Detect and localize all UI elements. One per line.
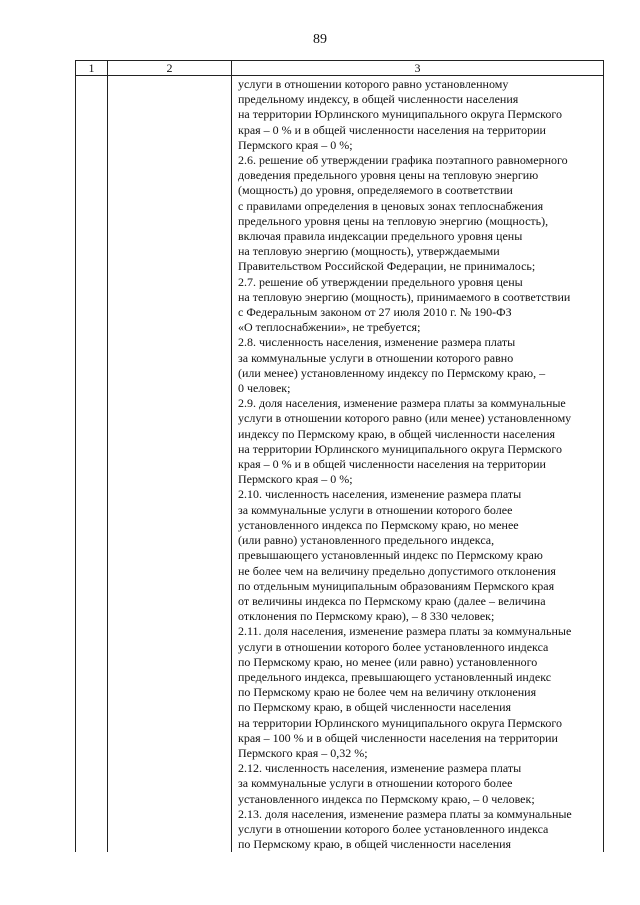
text-line: (или менее) установленному индексу по Пермскому краю, – (238, 365, 546, 380)
text-line: предельного уровня цены на тепловую энергию (мощность), (238, 213, 549, 228)
text-line: доведения предельного уровня цены на тепловую энергию (238, 168, 539, 183)
text-line: края – 100 % и в общей численности населения на территории (238, 730, 558, 745)
text-line: от величины индекса по Пермскому краю (далее – величина (238, 593, 546, 608)
text-line: на территории Юрлинского муниципального округа Пермского (238, 441, 562, 456)
text-line: (мощность) до уровня, определяемого в соответствии (238, 183, 513, 198)
text-line: 2.12. численность населения, изменение размера платы (238, 761, 522, 776)
text-line: услуги в отношении которого равно установленному (238, 77, 509, 91)
text-line: на тепловую энергию (мощность), утверждаемыми (238, 244, 500, 259)
text-line: предельного индекса, превышающего установленный индекс (238, 669, 552, 684)
text-line: Пермского края – 0,32 %; (238, 745, 368, 760)
text-line: по Пермскому краю, в общей численности населения (238, 700, 512, 715)
text-line: Правительством Российской Федерации, не принималось; (238, 259, 536, 274)
text-line: 2.6. решение об утверждении графика поэтапного равномерного (238, 153, 568, 168)
table-row (76, 76, 604, 853)
text-line: 2.7. решение об утверждении предельного уровня цены (238, 274, 523, 289)
text-line: 0 человек; (238, 381, 291, 396)
text-line: с Федеральным законом от 27 июля 2010 г. № 190-ФЗ (238, 305, 512, 320)
text-line: превышающего установленный индекс по Пермскому краю (238, 548, 543, 563)
text-line: не более чем на величину предельно допустимого отклонения (238, 563, 556, 578)
text-line: «О теплоснабжении», не требуется; (238, 320, 421, 335)
text-line: на территории Юрлинского муниципального округа Пермского (238, 715, 562, 730)
text-line: услуги в отношении которого равно (или менее) установленному (238, 411, 572, 426)
text-line: Пермского края – 0 %; (238, 137, 353, 152)
text-line: края – 0 % и в общей численности населения на территории (238, 122, 546, 137)
text-line: 2.9. доля населения, изменение размера платы за коммунальные (238, 396, 566, 411)
text-line: на тепловую энергию (мощность), принимаемого в соответствии (238, 289, 571, 304)
text-line: Пермского края – 0 %; (238, 472, 353, 487)
text-line: по отдельным муниципальным образованиям Пермского края (238, 578, 555, 593)
column-header-2: 2 (108, 61, 232, 76)
text-line: за коммунальные услуги в отношении которого более (238, 502, 513, 517)
cell-column-3 (232, 76, 604, 853)
text-line: за коммунальные услуги в отношении которого равно (238, 350, 514, 365)
cell-column-1 (76, 76, 108, 853)
column-3-text (232, 76, 603, 852)
text-line: 2.13. доля населения, изменение размера платы за коммунальные (238, 806, 572, 821)
text-line: индексу по Пермскому краю, в общей численности населения (238, 426, 556, 441)
text-line: отклонения по Пермскому краю), – 8 330 человек; (238, 609, 495, 624)
text-line: установленного индекса по Пермскому краю, – 0 человек; (238, 791, 535, 806)
text-line: по Пермскому краю не более чем на величину отклонения (238, 685, 537, 700)
text-line: 2.10. численность населения, изменение размера платы (238, 487, 522, 502)
text-line: включая правила индексации предельного уровня цены (238, 229, 523, 244)
text-line: 2.8. численность населения, изменение размера платы (238, 335, 516, 350)
table-header-row (76, 61, 604, 76)
text-line: 2.11. доля населения, изменение размера платы за коммунальные (238, 624, 572, 639)
text-line: края – 0 % и в общей численности населения на территории (238, 457, 546, 472)
text-line: услуги в отношении которого более установленного индекса (238, 821, 549, 836)
text-line: услуги в отношении которого более установленного индекса (238, 639, 549, 654)
text-line: за коммунальные услуги в отношении которого более (238, 776, 513, 791)
text-line: на территории Юрлинского муниципального округа Пермского (238, 107, 562, 122)
column-header-1: 1 (76, 61, 108, 76)
text-line: установленного индекса по Пермскому краю, но менее (238, 517, 519, 532)
text-line: предельному индексу, в общей численности населения (238, 92, 519, 107)
text-line: (или равно) установленного предельного индекса, (238, 533, 495, 548)
text-line: с правилами определения в ценовых зонах теплоснабжения (238, 198, 544, 213)
document-table (75, 60, 604, 852)
text-line: по Пермскому краю, в общей численности населения (238, 837, 512, 852)
column-header-3: 3 (232, 61, 604, 76)
cell-column-2 (108, 76, 232, 853)
text-line: по Пермскому краю, но менее (или равно) установленного (238, 654, 538, 669)
page-number: 89 (313, 32, 327, 47)
